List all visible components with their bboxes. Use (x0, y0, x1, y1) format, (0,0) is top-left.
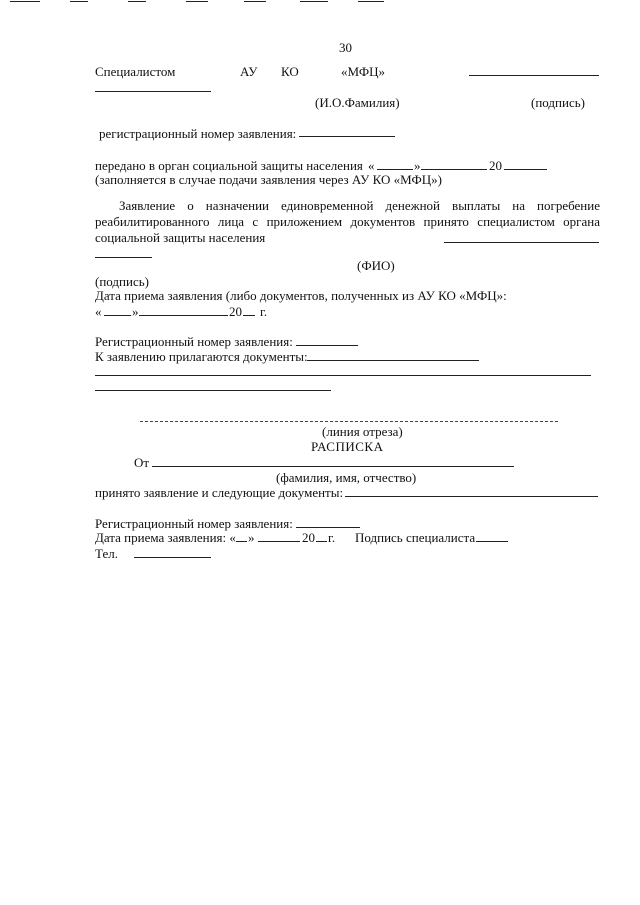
transfer-month-field[interactable] (421, 169, 487, 170)
acceptance-close-quote: » (132, 304, 139, 319)
acceptance-year-suffix: г. (260, 304, 268, 319)
transfer-year-field[interactable] (504, 169, 547, 170)
receipt-year-suffix: г. (328, 530, 336, 545)
fio-initials-caption: (И.О.Фамилия) (315, 95, 400, 110)
attached-docs-field-1[interactable] (307, 360, 479, 361)
statement-paragraph: Заявление о назначении единовременной денежной выплаты на погребение реабилитированного лица с приложением документов принято специалистом органа социальной защиты населения (95, 198, 600, 245)
reg-number-field-1[interactable] (299, 136, 395, 137)
receipt-phone-field[interactable] (134, 557, 211, 558)
receipt-accepted-label: принято заявление и следующие документы: (95, 485, 344, 500)
acceptance-open-quote: « (95, 304, 102, 319)
receipt-accepted-field[interactable] (345, 496, 598, 497)
page-number: 30 (339, 40, 352, 55)
ko-label: КО (281, 64, 299, 79)
receipt-year: 20 (302, 530, 315, 545)
acceptance-month-field[interactable] (139, 315, 228, 316)
acceptance-day-field[interactable] (104, 315, 131, 316)
receipt-signature-field[interactable] (476, 541, 508, 542)
transfer-year-prefix: 20 (489, 158, 502, 173)
transfer-note: (заполняется в случае подачи заявления через АУ КО «МФЦ») (95, 172, 442, 187)
receipt-from-label: От (134, 455, 150, 470)
cut-line-caption: (линия отреза) (322, 424, 403, 439)
receipt-reg-number-field[interactable] (296, 527, 360, 528)
statement-signature-field[interactable] (95, 257, 152, 258)
signature-field-line[interactable] (469, 75, 599, 76)
cut-dashed-line (140, 421, 558, 422)
acceptance-year-field[interactable] (243, 315, 255, 316)
name-field-line[interactable] (95, 91, 211, 92)
reg-number-label-2: Регистрационный номер заявления: (95, 334, 293, 349)
mfc-label: «МФЦ» (341, 64, 386, 79)
receipt-year-field[interactable] (316, 541, 327, 542)
transfer-open-quote: « (368, 158, 375, 173)
attached-docs-field-3[interactable] (95, 390, 331, 391)
receipt-date-close: » (248, 530, 255, 545)
receipt-phone-label: Тел. (95, 546, 118, 561)
acceptance-date-label: Дата приема заявления (либо документов, полученных из АУ КО «МФЦ»: (95, 288, 507, 303)
signature-caption-2: (подпись) (95, 274, 149, 289)
receipt-month-field[interactable] (258, 541, 300, 542)
receipt-name-caption: (фамилия, имя, отчество) (276, 470, 417, 485)
receipt-from-field[interactable] (152, 466, 514, 467)
fio-caption: (ФИО) (357, 258, 395, 273)
reg-number-label-1: регистрационный номер заявления: (99, 126, 297, 141)
acceptance-year: 20 (229, 304, 242, 319)
au-label: АУ (240, 64, 258, 79)
statement-fio-field[interactable] (444, 242, 599, 243)
reg-number-field-2[interactable] (296, 345, 358, 346)
receipt-signature-label: Подпись специалиста (355, 530, 476, 545)
transfer-close-quote: » (414, 158, 421, 173)
specialist-label: Специалистом (95, 64, 176, 79)
receipt-title: РАСПИСКА (311, 439, 384, 454)
signature-caption: (подпись) (531, 95, 585, 110)
attached-docs-field-2[interactable] (95, 375, 591, 376)
receipt-date-label: Дата приема заявления: « (95, 530, 236, 545)
receipt-day-field[interactable] (236, 541, 247, 542)
transfer-day-field[interactable] (377, 169, 413, 170)
receipt-reg-number-label: Регистрационный номер заявления: (95, 516, 293, 531)
transfer-label: передано в орган социальной защиты населения (95, 158, 363, 173)
attached-docs-label: К заявлению прилагаются документы: (95, 349, 308, 364)
